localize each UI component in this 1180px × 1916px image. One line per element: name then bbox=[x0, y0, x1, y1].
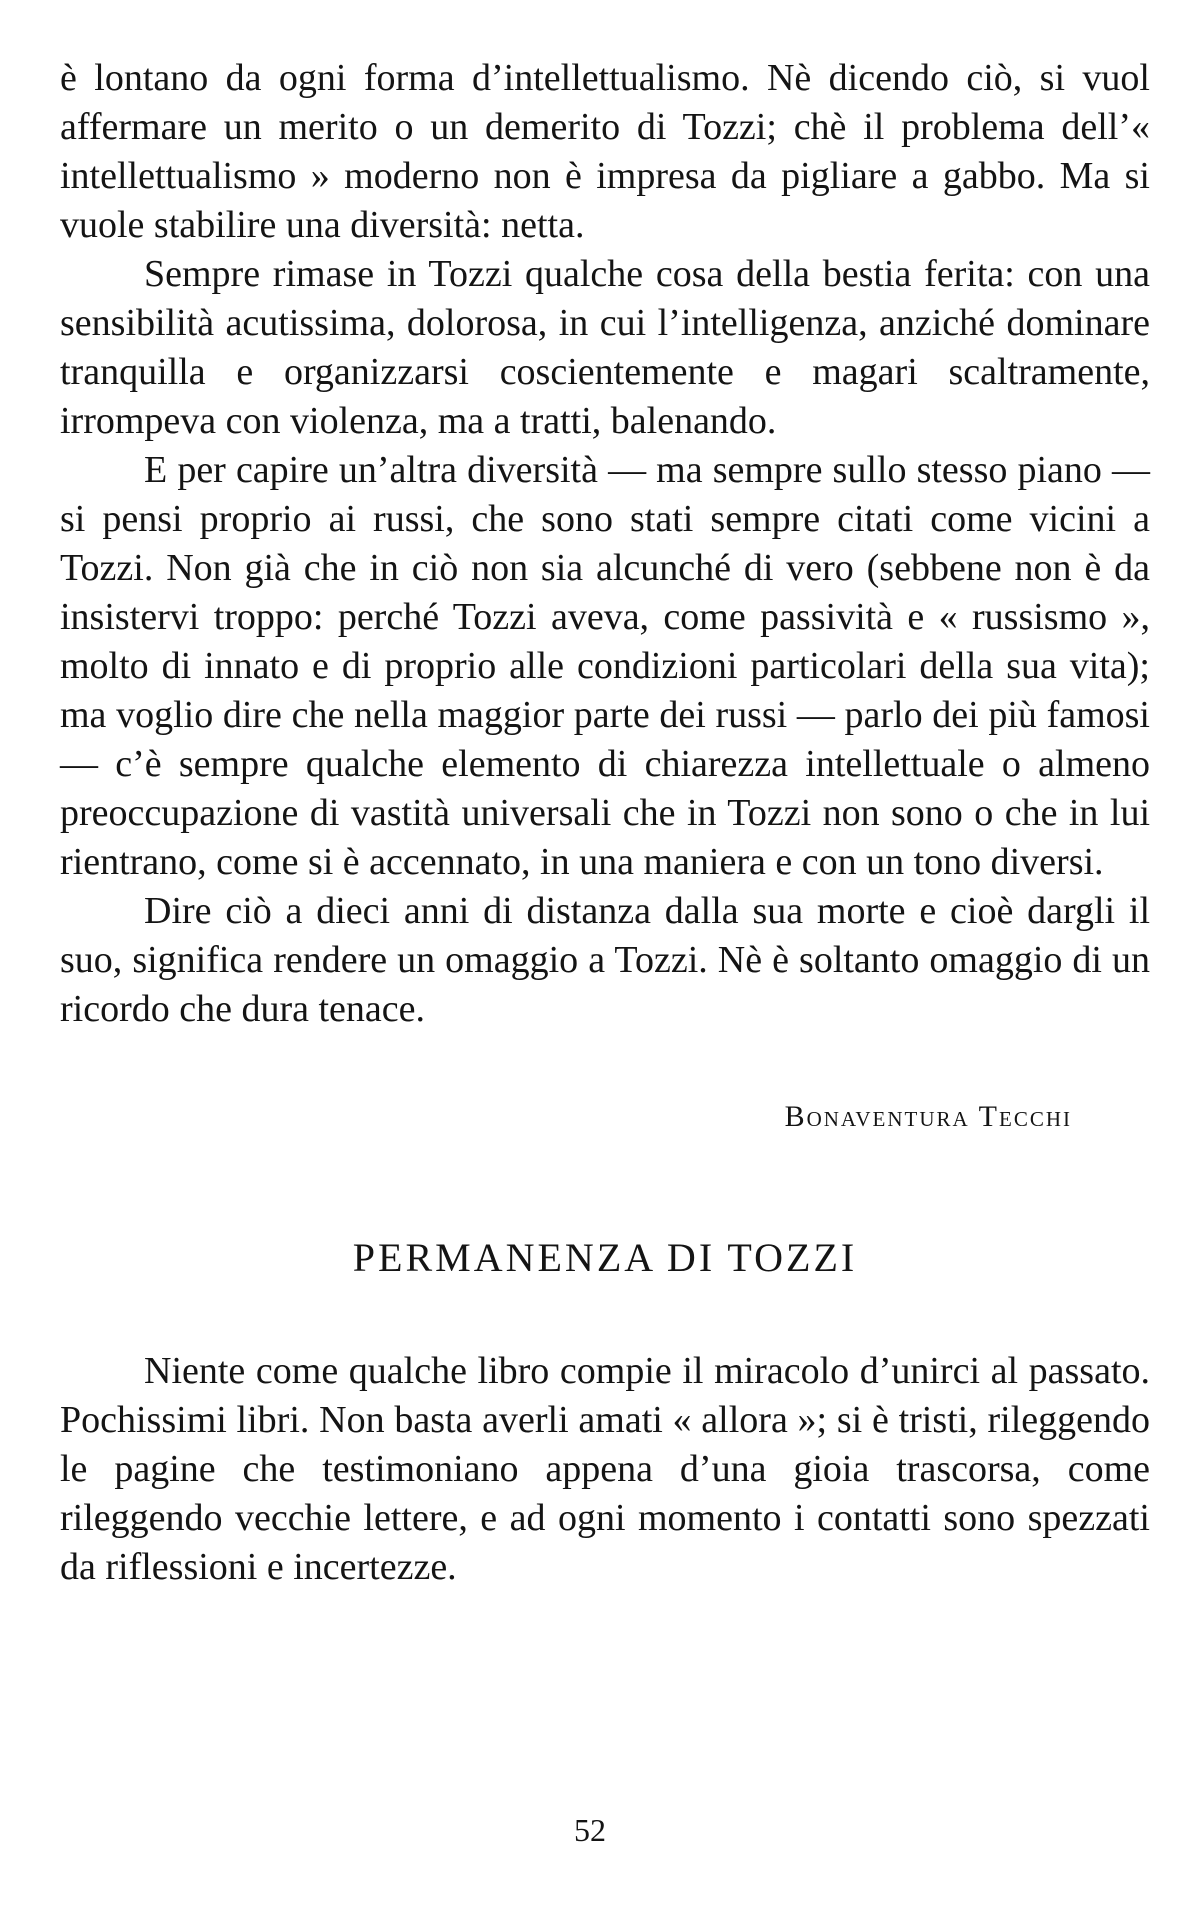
author-signature: Bonaventura Tecchi bbox=[784, 1100, 1072, 1133]
page-number: 52 bbox=[574, 1812, 606, 1848]
book-page bbox=[60, 54, 1150, 1592]
paragraph-omaggio: Dire ciò a dieci anni di distanza dalla sua morte e cioè dargli il suo, significa rendere un omaggio a Tozzi. Nè è soltanto omaggio di un ricordo che dura tenace. bbox=[60, 890, 1150, 1030]
essay-continuation bbox=[60, 54, 1150, 1134]
paragraph-permanenza: Niente come qualche libro compie il miracolo d’unirci al passato. Pochissimi libri. Non basta averli amati « allora »; si è tristi, rileggendo le pagine che testimoniano appena d’una gioia trascorsa, come rileggendo vecchie lettere, e ad ogni momento i contatti sono spezzati da riflessioni e incertezze. bbox=[60, 1350, 1150, 1588]
article-body bbox=[60, 1347, 1150, 1592]
article-title: PERMANENZA DI TOZZI bbox=[352, 1235, 858, 1280]
paragraph-russi: E per capire un’altra diversità — ma sempre sullo stesso piano — si pensi proprio ai russi, che sono stati sempre citati come vicini a Tozzi. Non già che in ciò non sia alcunché di vero (sebbene non è da insistervi troppo: perché Tozzi aveva, come passività e « russismo », molto di innato e di proprio alle condizioni particolari della sua vita); ma voglio dire che nella maggior parte dei russi — parlo dei più famosi — c’è sempre qualche elemento di chiarezza intellettuale o almeno preoccupazione di vastità universali che in Tozzi non sono o che in lui rientrano, come si è accennato, in una maniera e con un tono diversi. bbox=[60, 449, 1150, 883]
paragraph-bestia-ferita: Sempre rimase in Tozzi qualche cosa della bestia ferita: con una sensibilità acutissima, dolorosa, in cui l’intelligenza, anziché dominare tranquilla e organizzarsi coscientemente e magari scaltramente, irrompeva con violenza, ma a tratti, balenando. bbox=[60, 253, 1150, 442]
paragraph-intellettualismo: è lontano da ogni forma d’intellettualismo. Nè dicendo ciò, si vuol affermare un merito o un demerito di Tozzi; chè il problema dell’« intellettualismo » moderno non è impresa da pigliare a gabbo. Ma si vuole stabilire una diversità: netta. bbox=[60, 57, 1150, 246]
